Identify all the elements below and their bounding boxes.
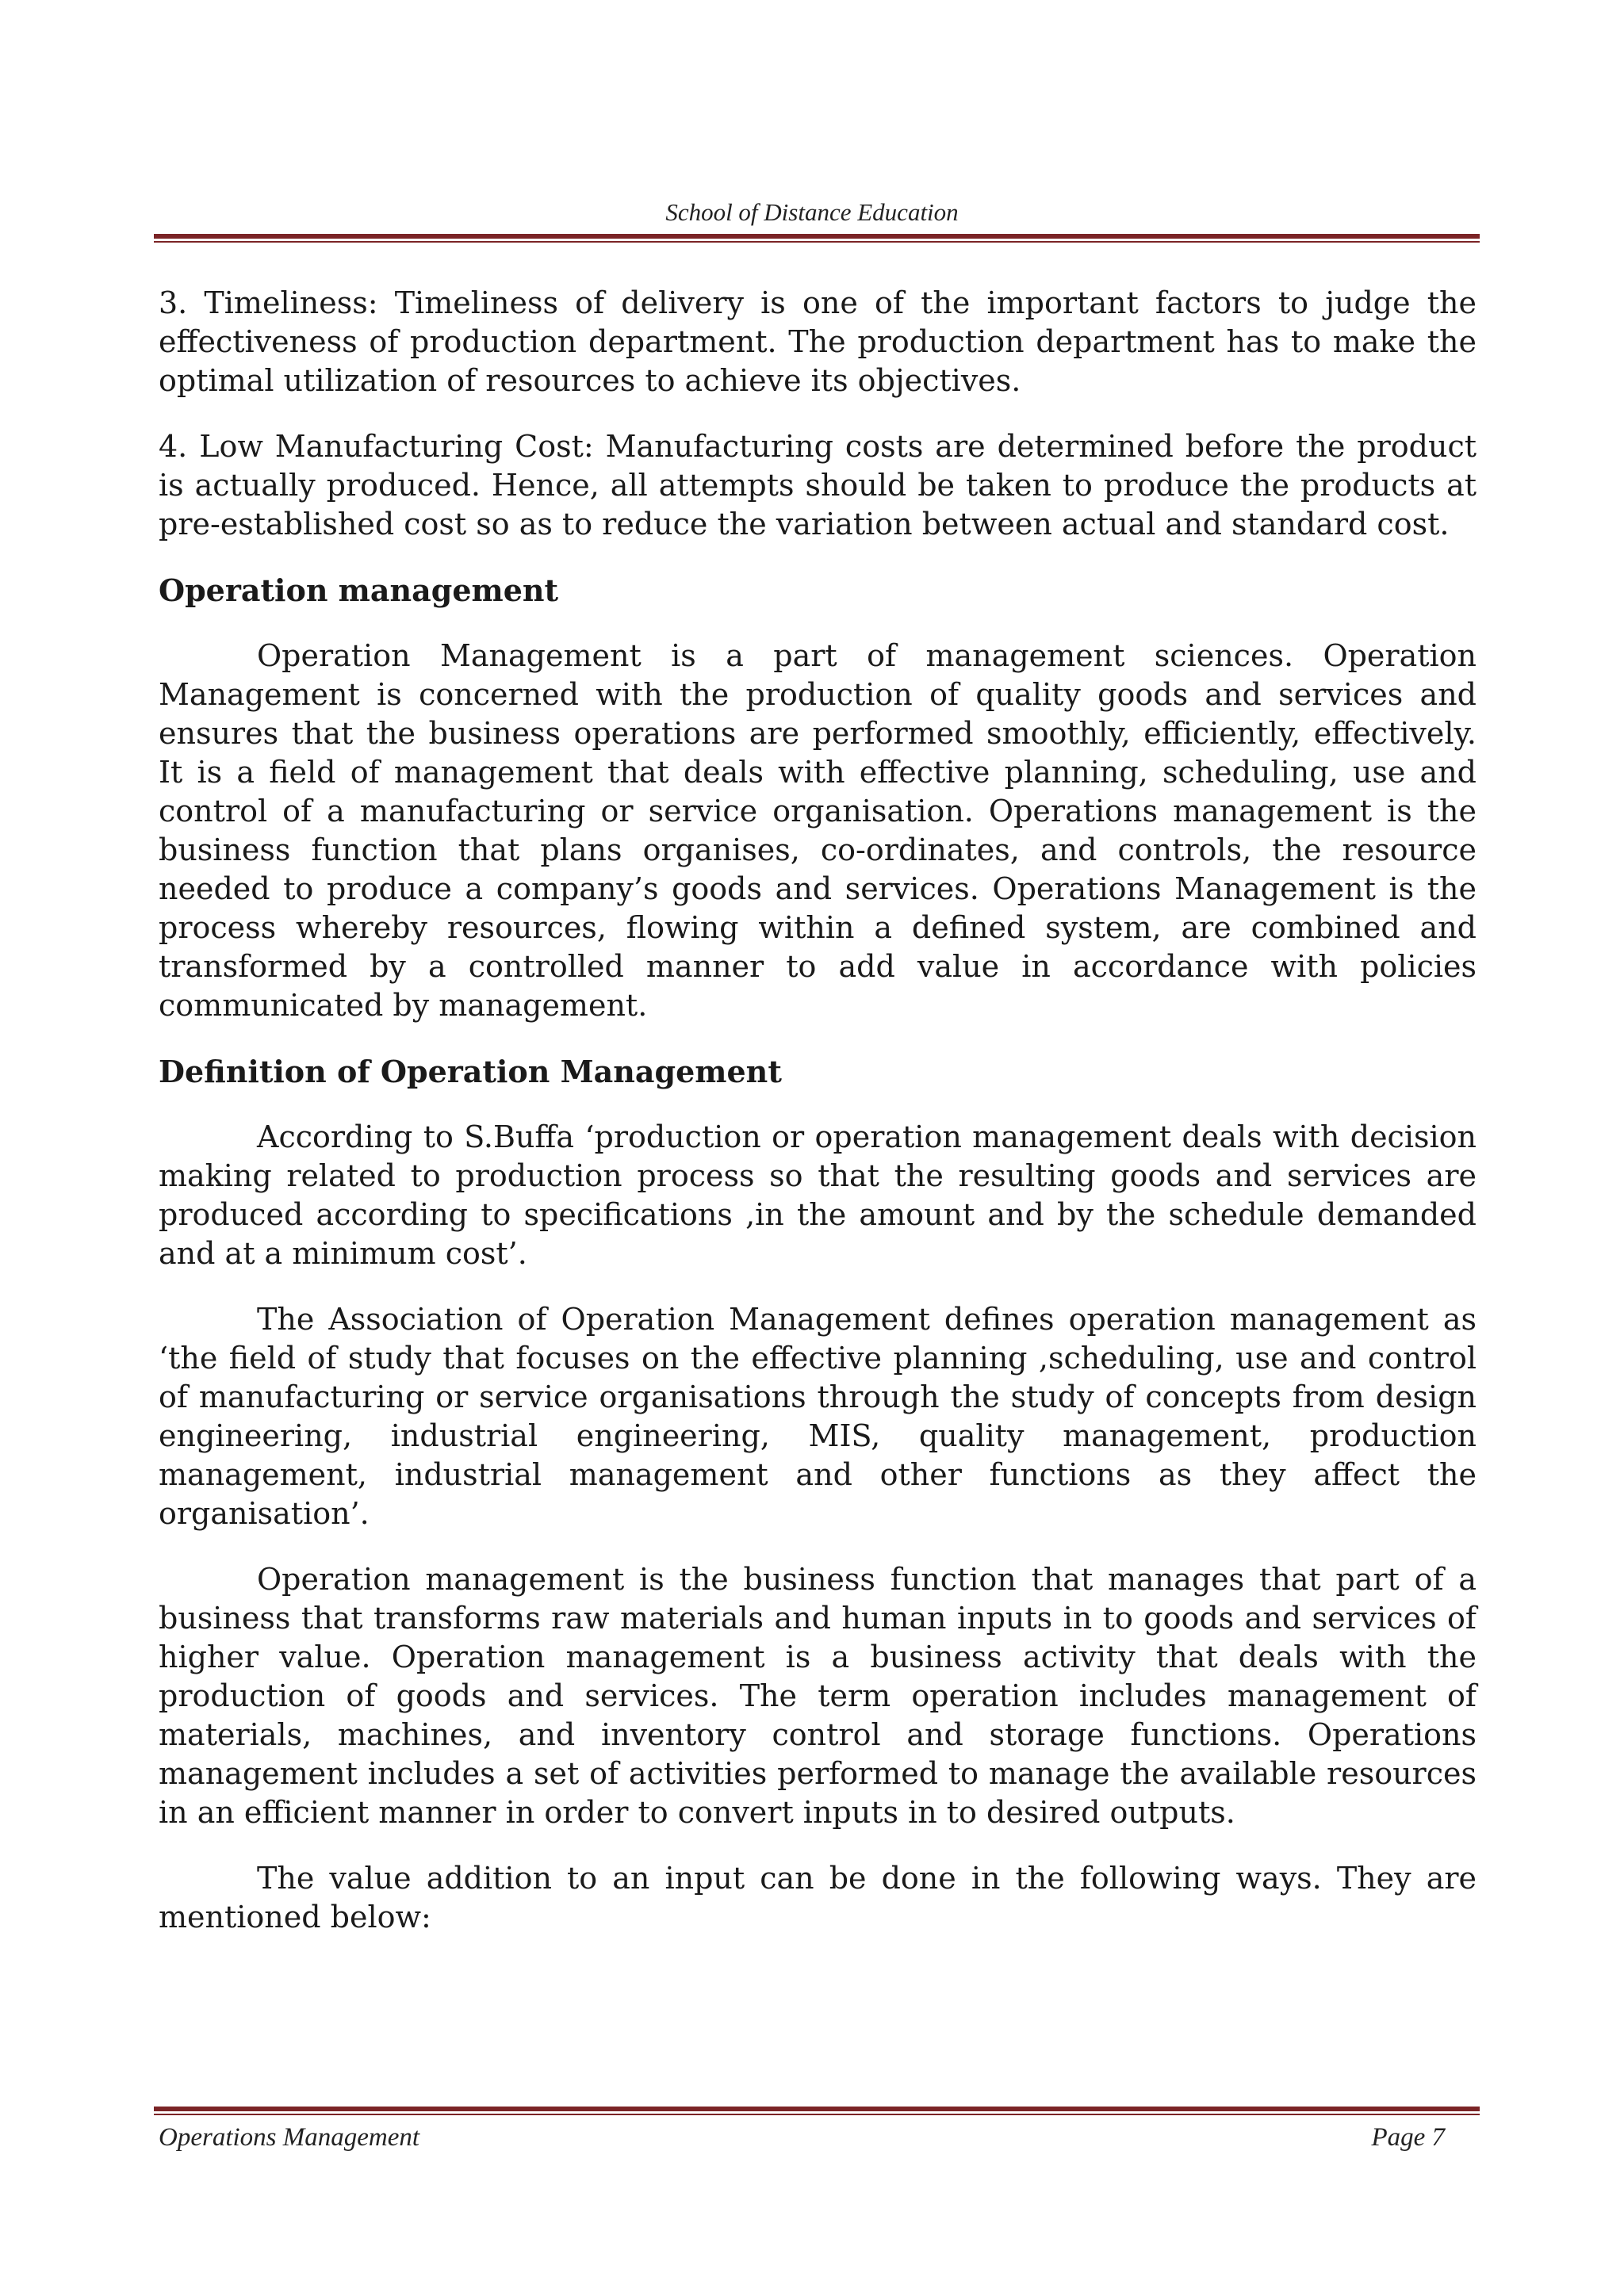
paragraph-association-definition: The Association of Operation Management defines operation management as ‘the field of study that focuses on the effective planning ,scheduling, use and control of manufacturing or service organisations through the study of concepts from design engineering, industrial engineering, MIS, quality management, production management, industrial management and other functions as they affect the organisation’.	[159, 1302, 1477, 1531]
paragraph-buffa-definition: According to S.Buffa ‘production or operation management deals with decision making related to production process so that the resulting goods and services are produced according to specifications ,in the amount and by the schedule demanded and at a minimum cost’.	[159, 1119, 1477, 1271]
footer-course-title: Operations Management	[159, 2123, 420, 2152]
page-content	[159, 284, 1477, 1964]
paragraph-low-manufacturing-cost: 4. Low Manufacturing Cost: Manufacturing costs are determined before the product is actually produced. Hence, all attempts should be taken to produce the products at pre-established cost so as to reduce the variation between actual and standard cost.	[159, 429, 1477, 541]
paragraph-business-function: Operation management is the business function that manages that part of a business that transforms raw materials and human inputs in to goods and services of higher value. Operation management is a business activity that deals with the production of goods and services. The term operation includes management of materials, machines, and inventory control and storage functions. Operations management includes a set of activities performed to manage the available resources in an efficient manner in order to convert inputs in to desired outputs.	[159, 1562, 1477, 1830]
paragraph-timeliness: 3. Timeliness: Timeliness of delivery is one of the important factors to judge the effectiveness of production department. The production department has to make the optimal utilization of resources to achieve its objectives.	[159, 285, 1477, 398]
paragraph-operation-management: Operation Management is a part of management sciences. Operation Management is concerned with the production of quality goods and services and ensures that the business operations are performed smoothly, efficiently, effectively. It is a field of management that deals with effective planning, scheduling, use and control of a manufacturing or service organisation. Operations management is the business function that plans organises, co-ordinates, and controls, the resource needed to produce a company’s goods and services. Operations Management is the process whereby resources, flowing within a defined system, are combined and transformed by a controlled manner to add value in accordance with policies communicated by management.	[159, 638, 1477, 1023]
header-divider	[154, 234, 1480, 243]
footer-page-number: Page 7	[1371, 2123, 1445, 2152]
paragraph-value-addition: The value addition to an input can be done in the following ways. They are mentioned below:	[159, 1861, 1477, 1934]
heading-definition: Definition of Operation Management	[159, 1054, 782, 1089]
heading-operation-management: Operation management	[159, 572, 559, 608]
page-header-title: School of Distance Education	[665, 198, 959, 226]
footer-divider	[154, 2107, 1480, 2115]
